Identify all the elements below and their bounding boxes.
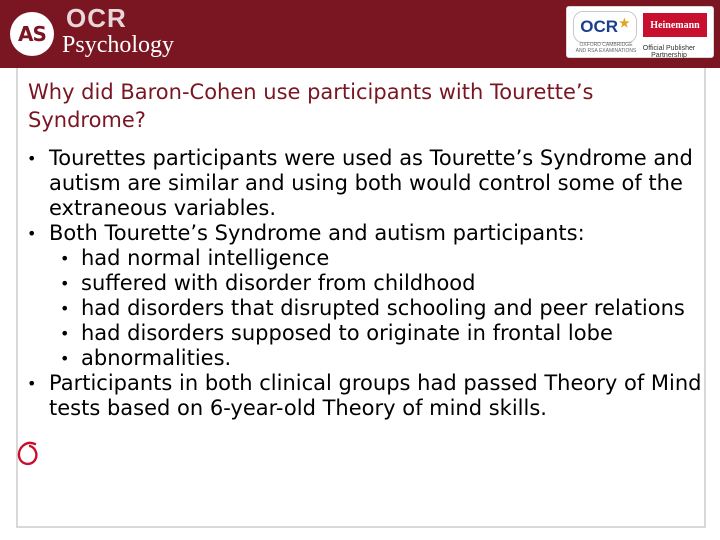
publisher-logo <box>566 6 714 58</box>
bullet-item <box>0 146 720 221</box>
annotation-circle-icon <box>16 440 40 468</box>
ocr-brand-text: OCR <box>66 3 127 33</box>
ocr-logo-text: OCR <box>580 17 618 36</box>
ocr-logo <box>573 11 637 43</box>
sub-bullet-item <box>0 346 720 371</box>
bullet-text: had disorders that disrupted schooling and peer relations <box>81 296 685 320</box>
bullet-text: Tourettes participants were used as Tourette’s Syndrome and autism are similar and using both would control some of the extraneous variables. <box>49 146 693 220</box>
sub-bullet-item <box>0 321 720 346</box>
subject-title: Psychology <box>62 32 175 58</box>
as-level-badge: AS <box>10 12 54 56</box>
bullet-icon: • <box>27 149 37 168</box>
sub-bullet-item <box>0 271 720 296</box>
bullet-icon: • <box>60 349 70 368</box>
bullet-text: Both Tourette’s Syndrome and autism participants: <box>49 221 585 245</box>
bullet-icon: • <box>60 324 70 343</box>
bullet-text: abnormalities. <box>81 346 232 370</box>
bullet-icon: • <box>27 224 37 243</box>
ocr-logo-subtitle: OXFORD CAMBRIDGE AND RSA EXAMINATIONS <box>575 42 637 54</box>
bullet-text: had normal intelligence <box>81 246 330 270</box>
bullet-item <box>0 371 720 421</box>
partnership-text: Official Publisher Partnership <box>642 45 696 59</box>
bullet-text: suffered with disorder from childhood <box>81 271 476 295</box>
bullet-text: had disorders supposed to originate in frontal lobe <box>81 321 613 345</box>
header-band <box>0 0 720 68</box>
bullet-icon: • <box>27 374 37 393</box>
bullet-list <box>0 146 720 421</box>
star-icon: ★ <box>619 16 630 30</box>
slide-title: Why did Baron-Cohen use participants with Tourette’s Syndrome? <box>28 80 594 132</box>
sub-bullet-item <box>0 296 720 321</box>
heinemann-logo: Heinemann <box>643 13 707 37</box>
bullet-item <box>0 221 720 246</box>
bullet-icon: • <box>60 299 70 318</box>
bullet-text: Participants in both clinical groups had passed Theory of Mind tests based on 6-year-old Theory of mind skills. <box>49 371 702 420</box>
bullet-icon: • <box>60 249 70 268</box>
bullet-icon: • <box>60 274 70 293</box>
sub-bullet-item <box>0 246 720 271</box>
